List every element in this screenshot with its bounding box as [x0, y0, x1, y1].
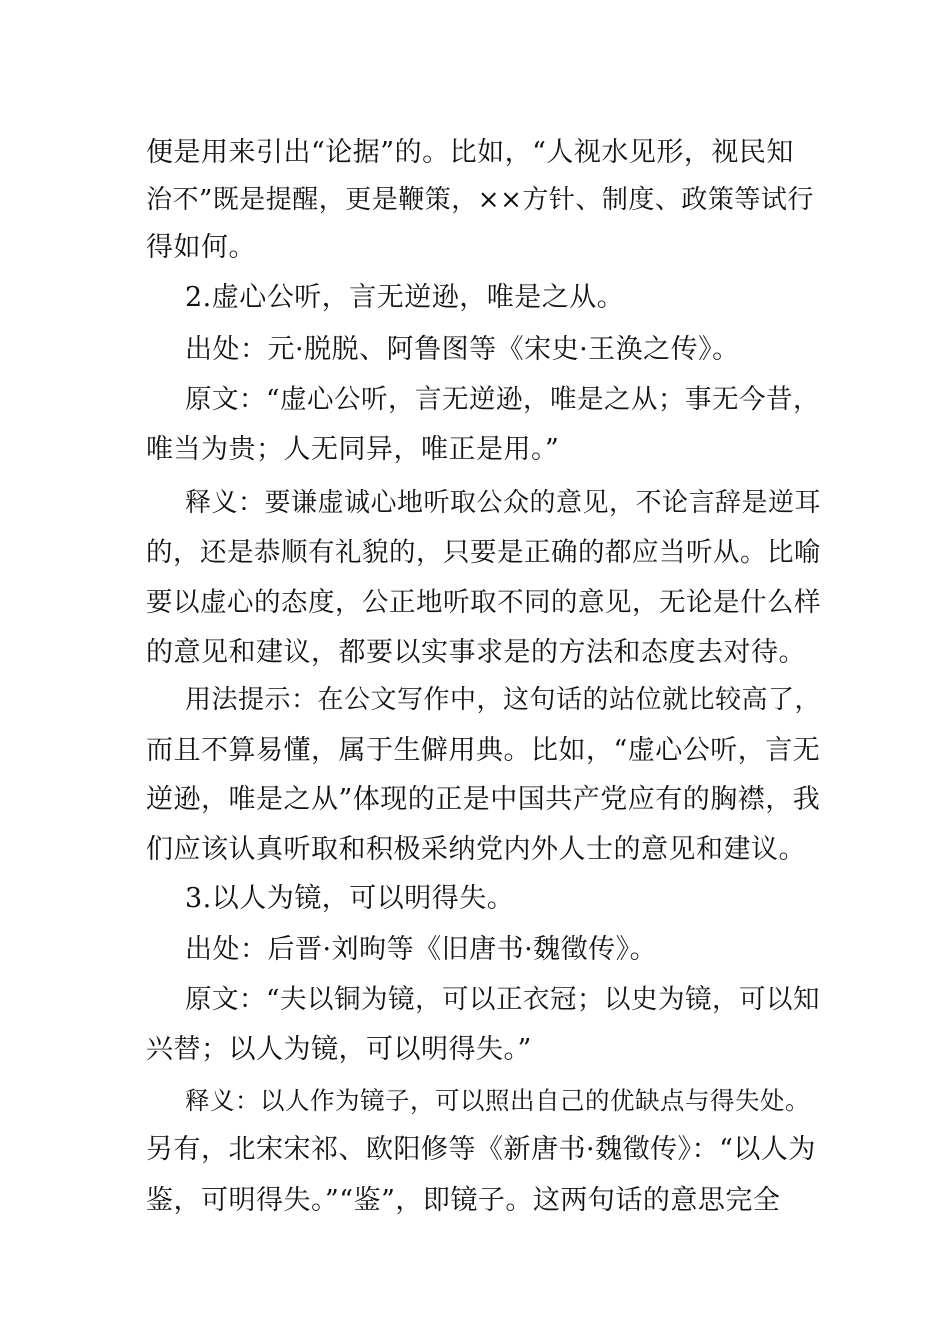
text-line: 唯当为贵；人无同异，唯正是用。” — [146, 434, 560, 465]
text-line: 的意见和建议，都要以实事求是的方法和态度去对待。 — [146, 637, 806, 668]
text-line: 治不”既是提醒，更是鞭策，××方针、制度、政策等试行 — [146, 185, 814, 215]
section-heading: 3.以人为镜，可以明得失。 — [185, 883, 515, 914]
text-line: 释义：要谦虚诚心地听取公众的意见，不论言辞是逆耳 — [185, 488, 822, 518]
text-line: 得如何。 — [146, 232, 256, 263]
text-line: 释义：以人作为镜子，可以照出自己的优缺点与得失处。 — [185, 1086, 810, 1115]
section-heading: 2.虚心公听，言无逆逊，唯是之从。 — [185, 282, 625, 313]
text-line: 鉴，可明得失。”“鉴”，即镜子。这两句话的意思完全 — [146, 1185, 781, 1216]
text-line: 便是用来引出“论据”的。比如，“人视水见形，视民知 — [146, 137, 794, 168]
text-line: 而且不算易懂，属于生僻用典。比如，“虚心公听，言无 — [146, 735, 821, 766]
text-line: 另有，北宋宋祁、欧阳修等《新唐书·魏徵传》：“以人为 — [146, 1134, 816, 1165]
text-line: 原文：“虚心公听，言无逆逊，唯是之从；事无今昔， — [185, 384, 821, 415]
text-line: 兴替；以人为镜，可以明得失。” — [146, 1034, 532, 1065]
text-line: 逆逊，唯是之从”体现的正是中国共产党应有的胸襟，我 — [146, 784, 821, 815]
text-line: 们应该认真听取和积极采纳党内外人士的意见和建议。 — [146, 834, 806, 865]
text-line: 的，还是恭顺有礼貌的，只要是正确的都应当听从。比喻 — [146, 537, 821, 568]
text-line: 要以虚心的态度，公正地听取不同的意见，无论是什么样 — [146, 587, 821, 618]
text-line: 原文：“夫以铜为镜，可以正衣冠；以史为镜，可以知 — [185, 984, 821, 1015]
source-line: 出处：后晋·刘昫等《旧唐书·魏徵传》。 — [185, 934, 658, 965]
text-line: 用法提示：在公文写作中，这句话的站位就比较高了， — [185, 685, 822, 715]
source-line: 出处：元·脱脱、阿鲁图等《宋史·王涣之传》。 — [185, 334, 740, 365]
